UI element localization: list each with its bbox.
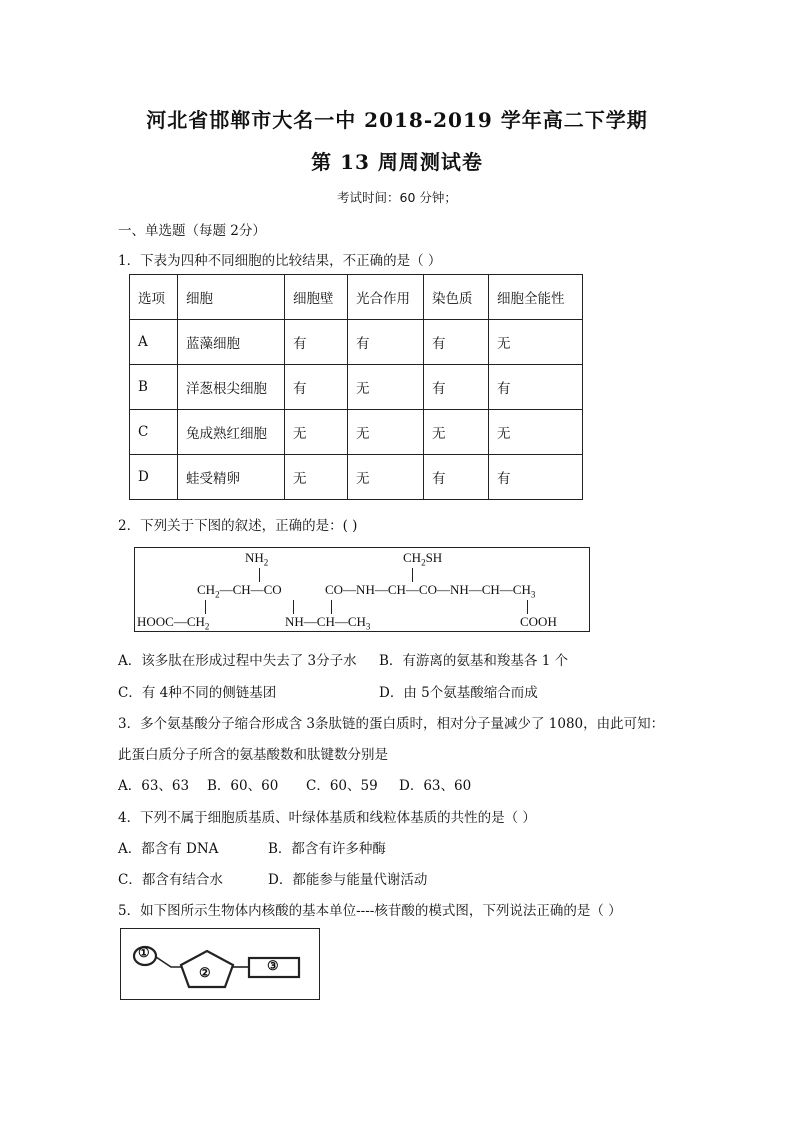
table-cell: D <box>130 455 178 500</box>
question-2-option-c: C．有 4种不同的侧链基团 <box>118 685 277 701</box>
carboxyl-side-chain: $HOOC—CH_2$ <box>137 614 210 632</box>
table-cell: B <box>130 365 178 410</box>
table-cell: 无 <box>348 365 424 410</box>
table-cell: 无 <box>424 410 489 455</box>
table-cell: 有 <box>348 320 424 365</box>
table-header-cell: 细胞壁 <box>285 275 348 320</box>
bond-line <box>293 600 294 614</box>
comparison-table <box>129 274 583 500</box>
main-chain-left: $CH_2—CH—CO$ <box>197 582 282 600</box>
table-cell: C <box>130 410 178 455</box>
question-4-option-a: A．都含有 DNA <box>118 841 219 857</box>
question-3-option-b: B．60、60 <box>207 778 279 794</box>
table-row <box>130 365 583 410</box>
nh-ch-group: $NH—CH—CH_3$ <box>285 614 371 632</box>
label-2: ② <box>199 966 211 981</box>
question-3-option-c: C．60、59 <box>306 778 378 794</box>
question-1-stem: 1．下表为四种不同细胞的比较结果，不正确的是（ ） <box>118 253 442 269</box>
section-heading: 一、单选题（每题 2分） <box>118 223 266 239</box>
bond-line <box>412 568 413 582</box>
table-cell: 有 <box>424 455 489 500</box>
terminal-carboxyl: COOH <box>520 614 557 629</box>
table-cell: 洋葱根尖细胞 <box>178 365 285 410</box>
table-header-cell: 光合作用 <box>348 275 424 320</box>
table-cell: 有 <box>489 455 583 500</box>
table-header-cell: 细胞全能性 <box>489 275 583 320</box>
table-cell: 无 <box>489 410 583 455</box>
phosphate-bond <box>156 957 181 967</box>
table-cell: 蓝藻细胞 <box>178 320 285 365</box>
bond-line <box>259 568 260 582</box>
table-cell: 有 <box>285 320 348 365</box>
nucleotide-diagram <box>120 928 320 1000</box>
table-row <box>130 410 583 455</box>
question-3-stem-line-1: 3．多个氨基酸分子缩合形成含 3条肽链的蛋白质时，相对分子量减少了 1080，由此可知： <box>118 716 665 732</box>
table-cell: 有 <box>489 365 583 410</box>
label-1: ① <box>138 946 150 961</box>
exam-time: 考试时间：60 分钟； <box>337 190 457 205</box>
question-2-option-a: A．该多肽在形成过程中失去了 3分子水 <box>118 653 357 669</box>
question-4-stem: 4．下列不属于细胞质基质、叶绿体基质和线粒体基质的共性的是（ ） <box>118 810 536 826</box>
table-row <box>130 320 583 365</box>
question-2-stem: 2．下列关于下图的叙述，正确的是：( ) <box>118 518 358 534</box>
table-cell: 蛙受精卵 <box>178 455 285 500</box>
table-header-row <box>130 275 583 320</box>
title-line-2: 第 13 周周测试卷 <box>311 150 483 174</box>
table-cell: 无 <box>348 410 424 455</box>
peptide-structure-figure <box>134 547 590 632</box>
table-cell: 有 <box>424 365 489 410</box>
bond-line <box>205 600 206 614</box>
table-header-cell: 选项 <box>130 275 178 320</box>
table-header-cell: 染色质 <box>424 275 489 320</box>
table-row <box>130 455 583 500</box>
table-cell: 有 <box>285 365 348 410</box>
label-3: ③ <box>267 959 279 974</box>
question-4-option-d: D．都能参与能量代谢活动 <box>268 872 428 888</box>
question-3-option-d: D．63、60 <box>399 778 472 794</box>
question-3-stem-line-2: 此蛋白质分子所含的氨基酸数和肽键数分别是 <box>118 747 388 763</box>
question-3-option-a: A．63、63 <box>118 778 190 794</box>
table-cell: 兔成熟红细胞 <box>178 410 285 455</box>
title-line-1: 河北省邯郸市大名一中 2018-2019 学年高二下学期 <box>146 108 648 132</box>
table-header-cell: 细胞 <box>178 275 285 320</box>
amino-group-label: $NH_2$ <box>245 550 269 568</box>
question-4-option-b: B．都含有许多种酶 <box>268 841 386 857</box>
bond-line <box>331 600 332 614</box>
question-4-option-c: C．都含有结合水 <box>118 872 223 888</box>
table-cell: A <box>130 320 178 365</box>
question-2-option-b: B．有游离的氨基和羧基各 1 个 <box>379 653 569 669</box>
bond-line <box>527 600 528 614</box>
table-cell: 无 <box>285 455 348 500</box>
table-cell: 有 <box>424 320 489 365</box>
nucleotide-diagram-svg <box>121 929 319 999</box>
question-2-option-d: D．由 5个氨基酸缩合而成 <box>379 685 538 701</box>
main-chain-right: $CO—NH—CH—CO—NH—CH—CH_3$ <box>325 582 536 600</box>
thiol-group-label: $CH_2SH$ <box>403 550 443 568</box>
question-5-stem: 5．如下图所示生物体内核酸的基本单位----核苷酸的模式图，下列说法正确的是（ ） <box>118 903 622 919</box>
table-cell: 无 <box>489 320 583 365</box>
table-cell: 无 <box>348 455 424 500</box>
table-cell: 无 <box>285 410 348 455</box>
